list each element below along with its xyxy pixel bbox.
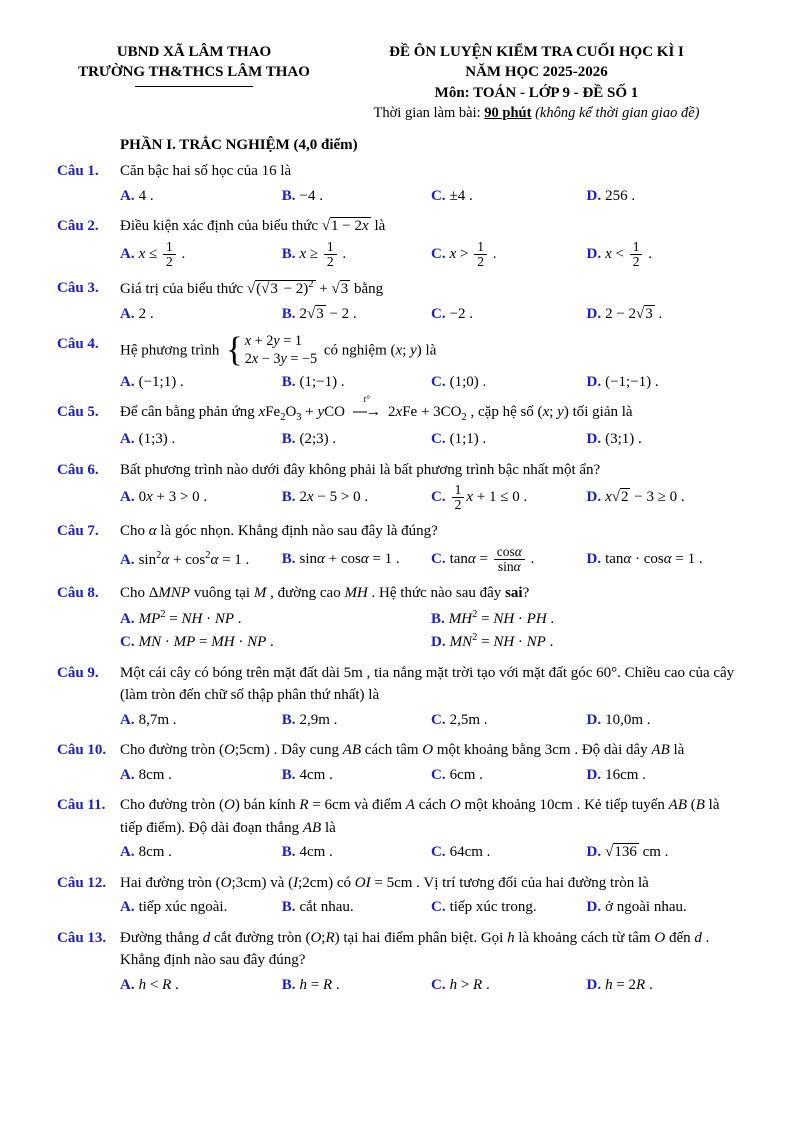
question-row — [57, 872, 742, 895]
answer-letter: D. — [586, 844, 602, 861]
question-text: Bất phương trình nào dưới đây không phải là bất phương trình bậc nhất một ẩn? — [120, 461, 601, 478]
answer-option — [431, 764, 587, 787]
answer-option — [120, 631, 431, 654]
answer-letter: D. — [586, 489, 602, 506]
answer-option — [120, 428, 282, 451]
answer-option — [586, 841, 742, 864]
question-number: Câu 6. — [57, 461, 99, 478]
answer-text: 8,7m . — [138, 711, 177, 728]
time-prefix: Thời gian làm bài: — [373, 104, 485, 121]
answer-option — [431, 841, 587, 864]
answer-text: x ≥ $\frac{1}{2}$ . — [299, 238, 347, 269]
answer-letter: C. — [430, 187, 446, 204]
answer-options — [120, 185, 742, 208]
question-text: Giá trị của biểu thức $√(√3 - 2)^2 + √3$ bằng — [120, 279, 384, 298]
answer-option — [282, 896, 431, 919]
answer-option — [586, 486, 742, 509]
answer-text: $\frac{1}{2}$ x + 1 ≤ 0 . — [450, 489, 528, 505]
answer-text: 6cm . — [449, 766, 483, 783]
answer-letter: C. — [430, 899, 446, 916]
answer-option — [431, 483, 587, 512]
question-row — [57, 394, 742, 426]
answer-text: $MN^2$ = NH · NP . — [449, 632, 554, 651]
answer-text: tiếp xúc trong. — [449, 899, 537, 916]
answer-letter: D. — [586, 899, 602, 916]
answer-letter: A. — [120, 187, 135, 204]
answer-letter: D. — [586, 187, 602, 204]
question-number: Câu 11. — [57, 797, 106, 814]
answer-text: 4cm . — [299, 766, 333, 783]
answer-letter: A. — [120, 899, 135, 916]
answer-letter: B. — [281, 187, 296, 204]
time-note: (không kể thời gian giao đề) — [531, 104, 700, 121]
answer-text: 8cm . — [138, 766, 172, 783]
question-block — [57, 794, 742, 864]
answer-text: 0x + 3 > 0 . — [138, 489, 208, 506]
answer-text: 4 . — [138, 187, 154, 204]
answer-option — [120, 303, 282, 326]
answer-options — [120, 371, 742, 394]
question-number: Câu 5. — [57, 404, 99, 421]
answer-option — [120, 185, 282, 208]
answer-option — [431, 896, 587, 919]
question-block — [57, 394, 742, 450]
answer-text: 2 − 2√3 . — [605, 305, 663, 322]
answer-options — [120, 896, 742, 919]
answer-letter: B. — [431, 610, 445, 627]
answer-text: ở ngoài nhau. — [605, 899, 687, 916]
answer-text: x > $\frac{1}{2}$ . — [449, 238, 497, 269]
answer-options — [120, 428, 742, 451]
answer-option — [586, 764, 742, 787]
answer-option — [586, 303, 742, 326]
question-row — [57, 520, 742, 543]
question-number: Câu 4. — [57, 336, 99, 353]
answer-option — [586, 371, 742, 394]
question-text: Một cái cây có bóng trên mặt đất dài 5m , tia nắng mặt trời tạo với mặt đất góc 60°. Chiều cao của cây (làm tròn đến chữ số thập phân thứ nhất) là — [120, 664, 735, 704]
question-row — [57, 215, 742, 238]
school-year: NĂM HỌC 2025-2026 — [465, 64, 608, 81]
question-text: Để cân bằng phản ứng $xFe_2O_3$ + yCO t° ⎯⎯→ $2xFe + 3CO_2$ , cặp hệ số (x; y) tối giản là — [120, 394, 633, 424]
header-right-block — [331, 42, 742, 123]
answer-letter: A. — [120, 373, 135, 390]
answer-option — [120, 486, 282, 509]
answer-options — [120, 240, 742, 269]
answer-option — [431, 974, 587, 997]
answer-option — [586, 548, 742, 571]
org-name: UBND XÃ LÂM THAO — [116, 44, 272, 60]
answer-options — [120, 545, 742, 574]
answer-letter: D. — [431, 634, 446, 651]
answer-letter: B. — [281, 245, 296, 262]
answer-text: h = R . — [299, 976, 340, 993]
answer-option — [586, 896, 742, 919]
answer-letter: A. — [120, 766, 135, 783]
answer-text: h < R . — [138, 976, 179, 993]
answer-text: 64cm . — [449, 844, 491, 861]
answer-letter: B. — [281, 844, 296, 861]
answer-letter: D. — [586, 431, 602, 448]
answer-text: tanα · cosα = 1 . — [605, 551, 703, 568]
answer-option — [120, 709, 282, 732]
answer-letter: C. — [430, 711, 446, 728]
answer-options — [120, 841, 742, 864]
answer-text: 2 . — [138, 305, 154, 322]
question-block — [57, 582, 742, 654]
answer-letter: B. — [281, 489, 296, 506]
answer-option — [120, 607, 431, 631]
answer-letter: D. — [586, 305, 602, 322]
answer-letter: C. — [430, 489, 446, 506]
answer-letter: A. — [120, 610, 135, 627]
answer-letter: C. — [430, 550, 446, 567]
answer-text: x ≤ $\frac{1}{2}$ . — [138, 238, 186, 269]
answer-option — [120, 974, 282, 997]
answer-text: (1;3) . — [138, 431, 176, 448]
answer-option — [282, 974, 431, 997]
answer-text: (−1;1) . — [138, 373, 184, 390]
answer-text: (3;1) . — [605, 431, 642, 448]
answer-letter: C. — [430, 844, 446, 861]
answer-option — [120, 896, 282, 919]
question-number: Câu 3. — [57, 280, 99, 297]
answer-option — [431, 185, 587, 208]
answer-text: x < $\frac{1}{2}$ . — [605, 238, 652, 269]
answer-text: (1;0) . — [449, 373, 487, 390]
answer-option — [431, 371, 587, 394]
question-row — [57, 333, 742, 369]
answer-text: h > R . — [449, 976, 490, 993]
section-title: PHẦN I. TRẮC NGHIỆM (4,0 điểm) — [120, 137, 358, 154]
answer-letter: C. — [430, 976, 446, 993]
answer-text: (2;3) . — [299, 431, 337, 448]
question-block — [57, 459, 742, 513]
answer-text: −2 . — [449, 305, 474, 322]
answer-option — [431, 545, 587, 574]
question-text: Căn bậc hai số học của 16 là — [120, 163, 292, 180]
answer-text: √136 cm . — [605, 844, 669, 861]
answer-option — [282, 428, 431, 451]
answer-letter: B. — [281, 431, 296, 448]
question-block — [57, 160, 742, 207]
answer-letter: D. — [586, 766, 602, 783]
answer-text: 256 . — [605, 187, 636, 204]
question-row — [57, 794, 742, 839]
question-block — [57, 277, 742, 325]
answer-text: sinα + cosα = 1 . — [299, 551, 400, 568]
answer-option — [282, 709, 431, 732]
answer-option — [431, 428, 587, 451]
question-row — [57, 927, 742, 972]
question-number: Câu 10. — [57, 742, 107, 759]
answer-letter: C. — [430, 245, 446, 262]
answer-option — [282, 303, 431, 326]
answer-letter: A. — [120, 551, 135, 568]
answer-letter: C. — [430, 305, 446, 322]
time-line — [331, 104, 742, 124]
answer-text: ±4 . — [449, 187, 473, 204]
question-text: Điều kiện xác định của biểu thức √1 − 2x là — [120, 218, 386, 235]
question-text: Cho đường tròn (O;5cm) . Dây cung AB cách tâm O một khoảng bằng 3cm . Độ dài dây AB là — [120, 742, 685, 759]
answer-letter: B. — [281, 766, 296, 783]
question-number: Câu 2. — [57, 218, 99, 235]
question-row — [57, 160, 742, 183]
answer-text: cắt nhau. — [299, 899, 354, 916]
answer-text: (−1;−1) . — [605, 373, 659, 390]
answer-text: tanα = $\frac{\cos\alpha}{\sin\alpha}$ . — [449, 543, 535, 575]
answer-text: 10,0m . — [605, 711, 651, 728]
answer-letter: D. — [586, 373, 602, 390]
question-row — [57, 739, 742, 762]
question-block — [57, 520, 742, 574]
answer-letter: A. — [120, 976, 135, 993]
answer-letter: A. — [120, 844, 135, 861]
exam-title: ĐỀ ÔN LUYỆN KIỂM TRA CUỐI HỌC KÌ I — [389, 44, 684, 60]
answer-letter: B. — [281, 899, 296, 916]
time-duration: 90 phút — [484, 104, 532, 121]
answer-options — [120, 303, 742, 326]
answer-option — [282, 764, 431, 787]
answer-option — [120, 548, 282, 572]
school-name: TRƯỜNG TH&THCS LÂM THAO — [78, 64, 310, 81]
answer-option — [586, 974, 742, 997]
answer-text: 2x − 5 > 0 . — [299, 489, 369, 506]
answer-options — [120, 483, 742, 512]
answer-text: (1;1) . — [449, 431, 487, 448]
answer-option — [431, 607, 742, 631]
answer-text: x√2 − 3 ≥ 0 . — [605, 489, 685, 506]
answer-option — [120, 371, 282, 394]
answer-option — [586, 185, 742, 208]
answer-option — [431, 630, 742, 654]
answer-option — [120, 240, 282, 269]
answer-letter: A. — [120, 245, 135, 262]
answer-letter: D. — [586, 551, 602, 568]
answer-options — [120, 764, 742, 787]
answer-letter: C. — [120, 633, 135, 650]
header-left-rule — [135, 84, 253, 87]
answer-text: 2√3 − 2 . — [299, 305, 357, 322]
answer-option — [282, 185, 431, 208]
answer-options — [120, 709, 742, 732]
question-block — [57, 333, 742, 393]
answer-options — [120, 974, 742, 997]
answer-option — [282, 548, 431, 571]
answer-text: $MH^2$ = NH · PH . — [448, 608, 555, 627]
question-text: Hai đường tròn (O;3cm) và (I;2cm) có OI = 5cm . Vị trí tương đối của hai đường tròn là — [120, 874, 649, 891]
question-row — [57, 277, 742, 301]
answer-option — [120, 841, 282, 864]
answer-text: 2,9m . — [299, 711, 338, 728]
question-text: Cho đường tròn (O) bán kính R = 6cm và điểm A cách O một khoảng 10cm . Kẻ tiếp tuyến AB (B là tiếp điểm). Độ dài đoạn thẳng AB là — [120, 797, 720, 836]
answer-options — [120, 607, 742, 654]
answer-text: h = 2R . — [605, 976, 653, 993]
question-block — [57, 215, 742, 269]
answer-option — [586, 428, 742, 451]
question-text: Đường thẳng d cắt đường tròn (O;R) tại hai điểm phân biệt. Gọi h là khoảng cách từ tâm O đến d . Khẳng định nào sau đây đúng? — [120, 929, 710, 969]
answer-text: 16cm . — [605, 766, 646, 783]
answer-letter: A. — [120, 305, 135, 322]
exam-header — [57, 42, 742, 123]
question-row — [57, 582, 742, 605]
answer-option — [431, 303, 587, 326]
question-row — [57, 662, 742, 707]
question-number: Câu 13. — [57, 929, 107, 946]
answer-text: 2,5m . — [449, 711, 488, 728]
answer-letter: A. — [120, 431, 135, 448]
header-left-block — [57, 42, 331, 87]
answer-letter: A. — [120, 489, 135, 506]
answer-text: tiếp xúc ngoài. — [138, 899, 228, 916]
question-text: Cho α là góc nhọn. Khẳng định nào sau đây là đúng? — [120, 523, 438, 540]
answer-letter: D. — [586, 976, 602, 993]
answer-text: 8cm . — [138, 844, 172, 861]
answer-text: (1;−1) . — [299, 373, 345, 390]
answer-letter: C. — [430, 431, 446, 448]
question-block — [57, 927, 742, 997]
question-number: Câu 12. — [57, 874, 107, 891]
question-text: Cho ΔMNP vuông tại M , đường cao MH . Hệ thức nào sau đây sai? — [120, 585, 530, 602]
answer-letter: A. — [120, 711, 135, 728]
answer-option — [586, 240, 742, 269]
answer-letter: D. — [586, 711, 602, 728]
question-number: Câu 8. — [57, 585, 99, 602]
question-number: Câu 1. — [57, 163, 99, 180]
answer-text: $\sin^2\alpha + \cos^2\alpha = 1$ . — [138, 549, 250, 568]
question-text: Hệ phương trình { x + 2y = 1 2x − 3y = −5 có nghiệm (x; y) là — [120, 331, 437, 370]
answer-text: MN · MP = MH · NP . — [138, 633, 274, 650]
answer-option — [282, 486, 431, 509]
answer-letter: C. — [430, 373, 446, 390]
answer-text: −4 . — [299, 187, 323, 204]
answer-option — [282, 371, 431, 394]
question-block — [57, 662, 742, 732]
question-block — [57, 739, 742, 786]
question-block — [57, 872, 742, 919]
answer-letter: C. — [430, 766, 446, 783]
answer-option — [120, 764, 282, 787]
answer-option — [431, 240, 587, 269]
question-row — [57, 459, 742, 482]
answer-letter: B. — [281, 373, 296, 390]
answer-letter: B. — [281, 976, 296, 993]
answer-letter: B. — [281, 711, 296, 728]
answer-letter: B. — [281, 551, 296, 568]
subject-line: Môn: TOÁN - LỚP 9 - ĐỀ SỐ 1 — [434, 84, 639, 101]
question-number: Câu 9. — [57, 664, 99, 681]
answer-option — [282, 841, 431, 864]
answer-text: $MP^2$ = NH · NP . — [138, 608, 242, 627]
answer-option — [282, 240, 431, 269]
question-number: Câu 7. — [57, 523, 99, 540]
answer-text: 4cm . — [299, 844, 333, 861]
answer-option — [586, 709, 742, 732]
answer-letter: B. — [281, 305, 296, 322]
answer-letter: D. — [586, 245, 602, 262]
question-list — [57, 160, 742, 996]
answer-option — [431, 709, 587, 732]
